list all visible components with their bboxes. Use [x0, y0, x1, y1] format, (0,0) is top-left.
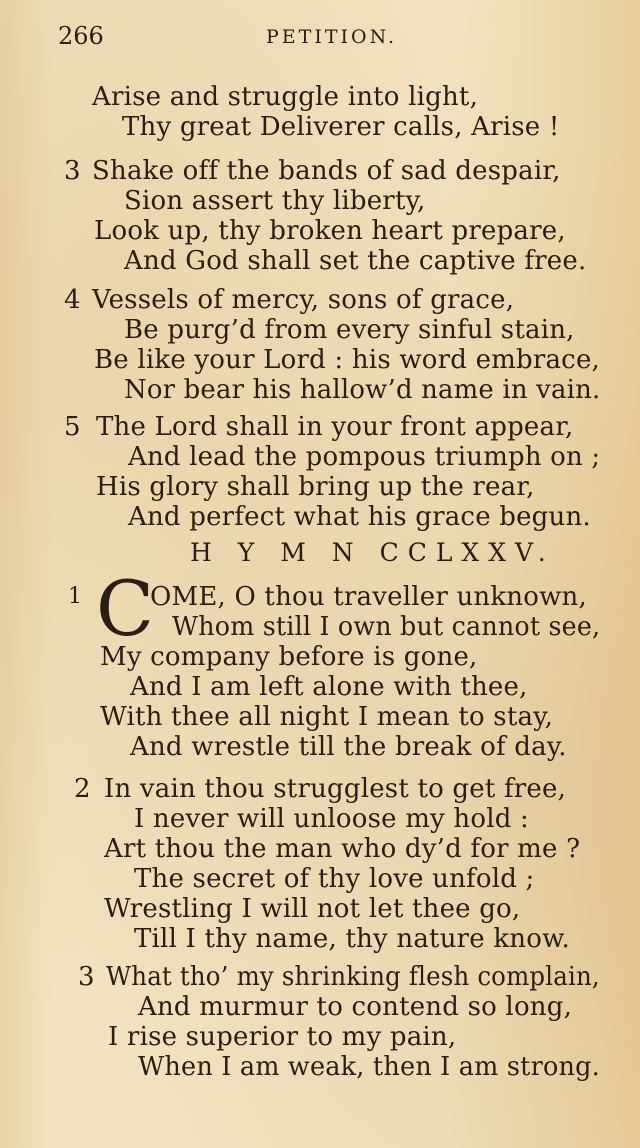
stanza-number: 4	[64, 285, 81, 315]
verse-line: I rise superior to my pain,	[108, 1022, 457, 1052]
stanza-number: 1	[68, 584, 82, 609]
page-header	[58, 22, 578, 62]
verse-line: And lead the pompous triumph on ;	[128, 442, 601, 472]
verse-line: When I am weak, then I am strong.	[138, 1052, 600, 1082]
verse-line: Look up, thy broken heart prepare,	[94, 216, 566, 246]
verse-line: Thy great Deliverer calls, Arise !	[122, 112, 560, 142]
verse-line: With thee all night I mean to stay,	[100, 702, 554, 732]
verse-line: Arise and struggle into light,	[92, 82, 479, 112]
hymn-title: H Y M N CCLXXV.	[190, 538, 555, 567]
verse-line: Sion assert thy liberty,	[124, 186, 426, 216]
drop-cap: C	[96, 564, 155, 653]
running-head: PETITION.	[266, 26, 398, 48]
verse-line: In vain thou strugglest to get free,	[104, 774, 567, 804]
verse-line: Wrestling I will not let thee go,	[104, 894, 521, 924]
verse-line: I never will unloose my hold :	[134, 804, 529, 834]
page-number: 266	[58, 22, 104, 50]
stanza-number: 3	[64, 156, 81, 186]
verse-line: Shake off the bands of sad despair,	[92, 156, 561, 186]
stanza-number: 3	[78, 962, 95, 992]
verse-line: Be like your Lord : his word embrace,	[94, 345, 600, 375]
verse-line: The Lord shall in your front appear,	[96, 412, 574, 442]
verse-line: Whom still I own but cannot see,	[172, 612, 601, 642]
stanza-number: 2	[74, 774, 91, 804]
verse-line: His glory shall bring up the rear,	[96, 472, 535, 502]
verse-line: And wrestle till the break of day.	[130, 732, 567, 762]
verse-line: And God shall set the captive free.	[124, 246, 587, 276]
verse-line: And perfect what his grace begun.	[128, 502, 591, 532]
verse-line: The secret of thy love unfold ;	[134, 864, 535, 894]
verse-line: Be purg’d from every sinful stain,	[124, 315, 575, 345]
verse-line: Art thou the man who dy’d for me ?	[104, 834, 581, 864]
verse-line: My company before is gone,	[100, 642, 478, 672]
verse-line: And I am left alone with thee,	[130, 672, 528, 702]
verse-line: Vessels of mercy, sons of grace,	[92, 285, 515, 315]
stanza-number: 5	[64, 412, 81, 442]
verse-line: Nor bear his hallow’d name in vain.	[124, 375, 601, 405]
verse-line: And murmur to contend so long,	[138, 992, 573, 1022]
verse-line: What tho’ my shrinking flesh complain,	[106, 962, 600, 992]
verse-line: Till I thy name, thy nature know.	[134, 924, 570, 954]
verse-line: OME, O thou traveller unknown,	[150, 582, 587, 612]
